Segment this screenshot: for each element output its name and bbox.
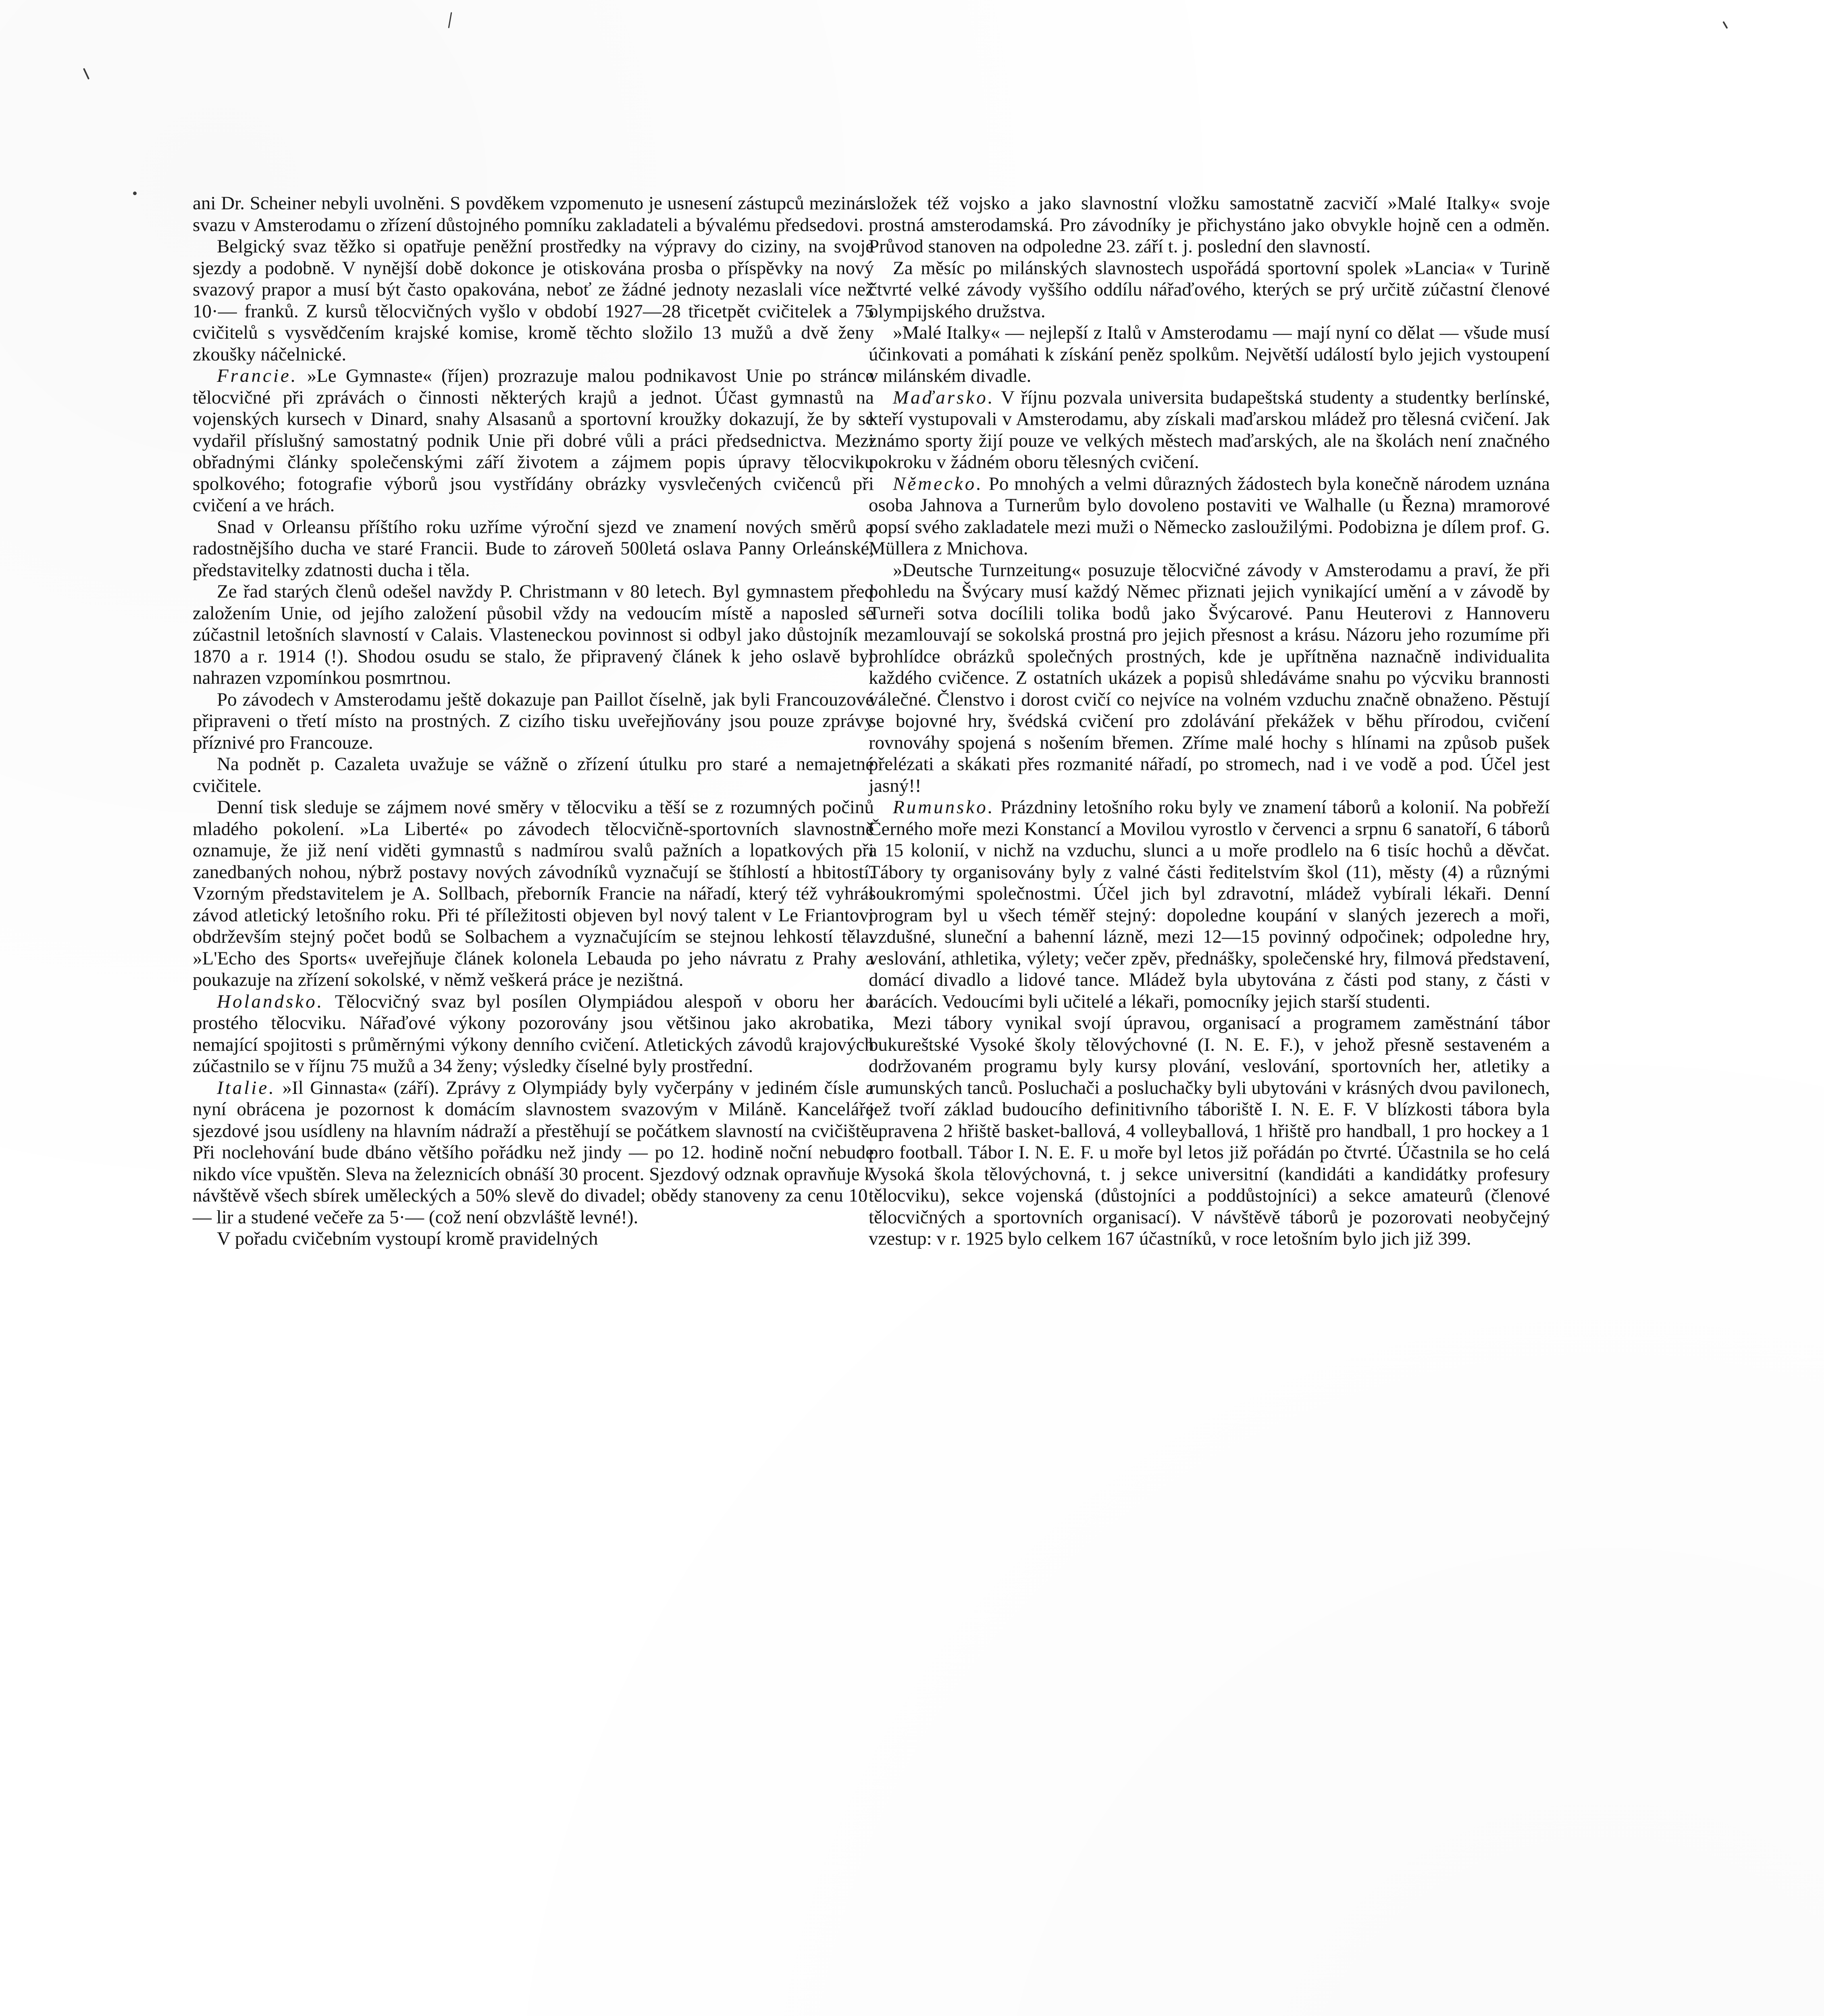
paragraph-text: Denní tisk sleduje se zájmem nové směry v tělocviku a těší se z rozumných počinů mladého pokolení. »La Liberté« po závodech tělocvičně-sportovních slavnostně oznamuje, že již není viděti gymnastů s nadmírou svalů pažních a lopatkových při zanedbaných nohou, nýbrž postavy nových závodníků vyznačují se štíhlostí a hbitostí. Vzorným představitelem je A. Sollbach, přeborník Francie na nářadí, který též vyhrál závod atletický letošního roku. Při té příležitosti objeven byl nový talent v Le Friantovi obdrževším stejný počet bodů se Solbachem a vyznačujícím se stejnou lehkostí těla. »L'Echo des Sports« uveřejňuje článek kolonela Lebauda po jeho návratu z Prahy a poukazuje na zřízení sokolské, v němž veškerá práce je nezištná. — [193, 797, 874, 990]
country-heading: Francie. — [217, 365, 298, 386]
paragraph-text: Prázdniny letošního roku byly ve znamení táborů a kolonií. Na pobřeží Černého moře mezi Konstancí a Movilou vyrostlo v červenci a srpnu 6 sanatoří, 6 táborů a 15 kolonií, v nichž na vzduchu, slunci a u moře prodlelo na 6 tisíc hochů a děvčat. Tábory ty organisovány byly z valné části ředitelstvím škol (11), městy (4) a různými soukromými společnostmi. Účel jich byl zdravotní, mládež vybírali lékaři. Denní program byl u všech téměř stejný: dopoledne koupání v slaných jezerech a moři, vzdušné, sluneční a bahenní lázně, mezi 12—15 povinný odpočinek; odpoledne hry, veslování, athletika, výlety; večer zpěv, přednášky, společenské hry, filmová představení, domácí divadlo a lidové tance. Mládež byla ubytována z části pod stany, z části v barácích. Vedoucími byli učitelé a lékaři, pomocníky jejich starší studenti. — [869, 797, 1550, 1012]
paragraph-text: Ze řad starých členů odešel navždy P. Christmann v 80 letech. Byl gymnastem před založením Unie, od jejího založení působil vždy na vedoucím místě a naposled se zúčastnil letošních slavností v Calais. Vlasteneckou povinnost si odbyl jako důstojník r. 1870 a r. 1914 (!). Shodou osudu se stalo, že připravený článek k jeho oslavě byl nahrazen vzpomínkou posmrtnou. — [193, 581, 874, 688]
left-column — [193, 193, 874, 1250]
paragraph-text: Tělocvičný svaz byl posílen Olympiádou alespoň v oboru her a prostého tělocviku. Nářaďové výkony pozorovány jsou většinou jako akrobatika, nemající spojitosti s průměrnými výkony denního cvičení. Atletických závodů krajových zúčastnilo se v říjnu 75 mužů a 34 ženy; výsledky číselné byly prostřední. — [193, 991, 874, 1077]
scan-speck — [1722, 21, 1728, 29]
paragraph-text: Mezi tábory vynikal svojí úpravou, organisací a programem zaměstnání tábor bukureštské Vysoké školy tělovýchovné (I. N. E. F.), v jehož přesně sestaveném a dodržovaném programu byly kursy plování, veslování, sportovních her, atletiky a rumunských tanců. Posluchači a posluchačky byli ubytováni v krásných dvou pavilonech, jež tvoří základ budoucího definitivního táboriště I. N. E. F. V blízkosti tábora byla upravena 2 hřiště basket-ballová, 4 volleyballová, 1 hřiště pro handball, 1 pro hockey a 1 pro football. Tábor I. N. E. F. u moře byl letos již pořádán po čtvrté. Účastnila se ho celá Vysoká škola tělovýchovná, t. j sekce universitní (kandidáti a kandidátky profesury tělocviku), sekce vojenská (důstojníci a poddůstojníci) a sekce amateurů (členové tělocvičných a sportovních organisací). V návštěvě táborů je pozorovati neobyčejný vzestup: v r. 1925 bylo celkem 167 účastníků, v roce letošním bylo jich již 399. — [869, 1012, 1550, 1249]
country-heading: Německo. — [893, 473, 983, 494]
paragraph — [869, 1012, 1550, 1250]
paragraph — [193, 797, 874, 991]
paragraph — [193, 689, 874, 754]
scan-speck — [448, 12, 452, 28]
paragraph — [193, 1228, 874, 1250]
scan-speck — [83, 68, 89, 80]
paragraph-francie — [193, 365, 874, 516]
paragraph — [193, 581, 874, 689]
paragraph-italie — [193, 1077, 874, 1229]
paragraph — [193, 236, 874, 365]
paragraph-holandsko — [193, 991, 874, 1077]
paragraph-text: »Le Gymnaste« (říjen) prozrazuje malou podnikavost Unie po stránce tělocvičné při zprávách o činnosti některých krajů a jednot. Účast gymnastů na vojenských kursech v Dinard, snahy Alsasanů a sportovní kroužky dokazují, že by se vydařil příslušný samostatný podnik Unie při dobré vůli a práci předsednictva. Mezi obřadnými články společenskými září životem a zájmem popis úpravy tělocviku spolkového; fotografie výborů jsou vystřídány obrázky vysvlečených cvičenců při cvičení a ve hrách. — [193, 365, 874, 516]
paragraph-text: Belgický svaz těžko si opatřuje peněžní prostředky na výpravy do ciziny, na svoje sjezdy a podobně. V nynější době dokonce je otiskována prosba o příspěvky na nový svazový prapor a musí být často opakována, neboť ze žádné jednoty nezaslali více než 10·— franků. Z kursů tělocvičných vyšlo v období 1927—28 třicetpět cvičitelek a 75 cvičitelů s vysvědčením krajské komise, kromě těchto složilo 13 mužů a dvě ženy zkoušky náčelnické. — [193, 236, 874, 365]
country-heading: Rumunsko. — [893, 797, 995, 818]
paragraph-text: Za měsíc po milánských slavnostech uspořádá sportovní spolek »Lancia« v Turině čtvrté velké závody vyššího oddílu nářaďového, kterých se prý určitě zúčastní členové olympijského družstva. — [869, 257, 1550, 322]
paragraph-rumunsko — [869, 797, 1550, 1012]
paragraph — [193, 193, 874, 236]
paragraph — [869, 560, 1550, 797]
paragraph-text: V pořadu cvičebním vystoupí kromě pravidelných — [217, 1228, 598, 1249]
paragraph-text: Snad v Orleansu příštího roku uzříme výroční sjezd ve znamení nových směrů a radostnějšího ducha ve staré Francii. Bude to zároveň 500letá oslava Panny Orleánské, představitelky zdatnosti ducha i těla. — [193, 516, 874, 581]
country-heading: Maďarsko. — [893, 387, 995, 408]
paragraph-text: složek též vojsko a jako slavnostní vložku samostatně zacvičí »Malé Italky« svoje prostná amsterodamská. Pro závodníky je přichystáno jako obvykle hojně cen a odměn. Průvod stanoven na odpoledne 23. září t. j. poslední den slavností. — [869, 193, 1550, 257]
paragraph-text: »Il Ginnasta« (září). Zprávy z Olympiády byly vyčerpány v jediném čísle a nyní obrácena je pozornost k domácím slavnostem svazovým v Miláně. Kanceláře sjezdové jsou usídleny na hlavním nádraží a přestěhují se počátkem slavností na cvičiště. Při noclehování bude dbáno většího pořádku než jindy — po 12. hodině noční nebude nikdo více vpuštěn. Sleva na železnicích obnáší 30 procent. Sjezdový odznak opravňuje k návštěvě všech sbírek uměleckých a 50% slevě do divadel; obědy stanoveny za cenu 10·— lir a studené večeře za 5·— (což není obzvláště levné!). — [193, 1077, 874, 1228]
country-heading: Holandsko. — [217, 991, 324, 1012]
paragraph-madarsko — [869, 387, 1550, 473]
paragraph — [869, 258, 1550, 323]
paragraph-text: Po mnohých a velmi důrazných žádostech byla konečně národem uznána osoba Jahnova a Turnerům bylo dovoleno postaviti ve Walhalle (u Řezna) mramorové popsí svého zakladatele mezi muži o Německo zasloužilými. Podobizna je dílem prof. G. Müllera z Mnichova. — [869, 473, 1550, 559]
scan-speck — [133, 192, 137, 195]
country-heading: Italie. — [217, 1077, 276, 1098]
paragraph-text: V říjnu pozvala universita budapeštská studenty a studentky berlínské, kteří vystupovali v Amsterodamu, aby získali maďarskou mládež pro tělesná cvičení. Jak známo sporty žijí pouze ve velkých městech maďarských, ale na školách není značného pokroku v žádném oboru tělesných cvičení. — [869, 387, 1550, 473]
paragraph — [869, 322, 1550, 387]
paragraph-text: »Deutsche Turnzeitung« posuzuje tělocvičné závody v Amsterodamu a praví, že při pohledu na Švýcary musí každý Němec přiznati jejich vynikající umění a v závodě by Turneři sotva docílili tolika bodů jako Švýcarové. Panu Heuterovi z Hannoveru nezamlouvají se sokolská prostná pro jejich přesnost a krásu. Názoru jeho rozumíme při prohlídce obrázků společných prostných, kde je upřítněna naznačně individualita každého cvičence. Z ostatních ukázek a popisů shledáváme snahu po výcviku brannosti válečné. Členstvo i dorost cvičí co nejvíce na volném vzduchu značně obnaženo. Pěstují se bojovné hry, švédská cvičení pro zdolávání překážek v běhu přírodou, cvičení rovnováhy spojená s nošením břemen. Zříme malé hochy s hlínami na způsob pušek přelézati a skákati přes rozmanité nářadí, po stromech, nad i ve vodě a pod. Účel jest jasný!! — [869, 559, 1550, 796]
paragraph — [193, 516, 874, 581]
paragraph-text: ani Dr. Scheiner nebyli uvolněni. S povděkem vzpomenuto je usnesení zástupců mezinár. svazu v Amsterodamu o zřízení důstojného pomníku zakladateli a bývalému předsedovi. — [193, 193, 874, 235]
paragraph-text: Po závodech v Amsterodamu ještě dokazuje pan Paillot číselně, jak byli Francouzové připraveni o třetí místo na prostných. Z cizího tisku uveřejňovány jsou pouze zprávy příznivé pro Francouze. — [193, 689, 874, 753]
right-column — [869, 193, 1550, 1250]
paragraph-text: »Malé Italky« — nejlepší z Italů v Amsterodamu — mají nyní co dělat — všude musí účinkovati a pomáhati k získání peněz spolkům. Největší událostí bylo jejich vystoupení v milánském divadle. — [869, 322, 1550, 386]
paragraph-nemecko — [869, 473, 1550, 560]
paragraph-text: Na podnět p. Cazaleta uvažuje se vážně o zřízení útulku pro staré a nemajetné cvičitele. — [193, 754, 874, 796]
paragraph — [869, 193, 1550, 258]
paragraph — [193, 754, 874, 797]
